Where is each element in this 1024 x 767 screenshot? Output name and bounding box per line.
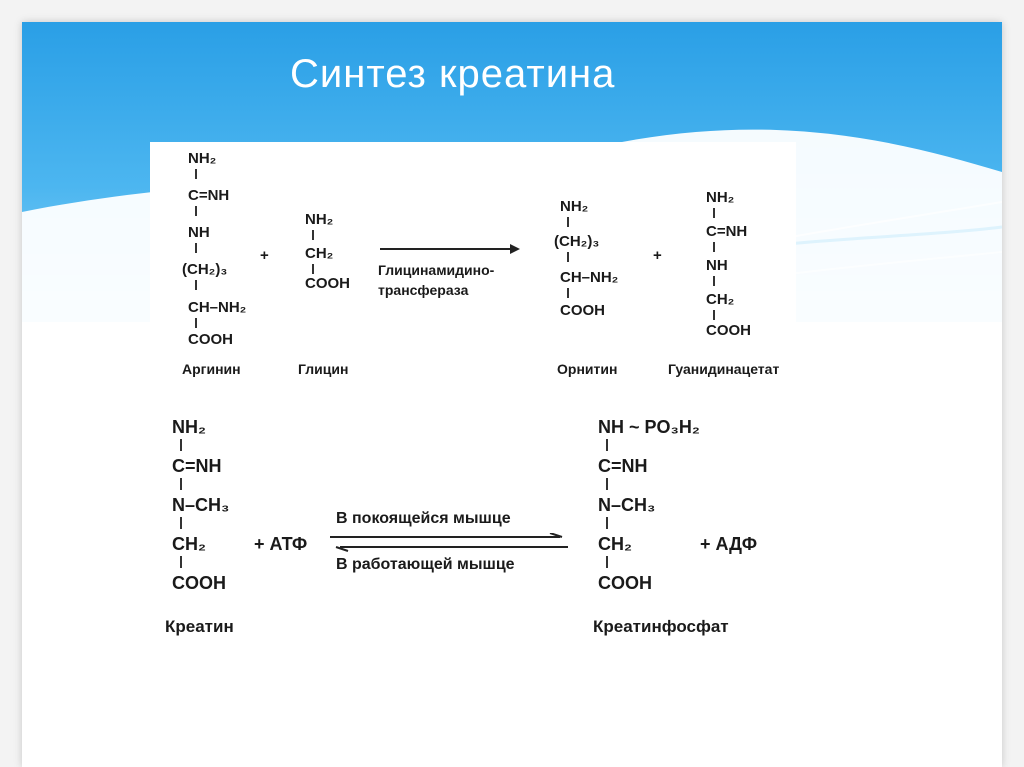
- bond: [713, 310, 715, 320]
- bond: [713, 242, 715, 252]
- guanidinoacetate-cnh: C=NH: [706, 223, 748, 240]
- reverse-condition: В работающей мышце: [336, 556, 515, 573]
- bond: [606, 439, 608, 451]
- glycine-cooh: COOH: [305, 275, 350, 292]
- bond: [606, 478, 608, 490]
- bond: [180, 478, 182, 490]
- creatine-ch2: CH₂: [172, 534, 206, 554]
- enzyme-name-line2: трансфераза: [378, 282, 469, 298]
- bond: [312, 264, 314, 274]
- guanidinoacetate-nh2: NH₂: [706, 189, 735, 206]
- slide: [22, 22, 1002, 767]
- ornithine-label: Орнитин: [557, 361, 618, 377]
- bond: [312, 230, 314, 240]
- guanidinoacetate-cooh: COOH: [706, 322, 751, 339]
- arginine-cnh: C=NH: [188, 187, 230, 204]
- bond: [713, 208, 715, 218]
- arginine-nh2: NH₂: [188, 150, 217, 167]
- bond: [195, 318, 197, 328]
- bond: [567, 217, 569, 227]
- creatine-n-ch3: N–CH₃: [172, 495, 230, 515]
- creatine-phosphate-ch2: CH₂: [598, 534, 632, 554]
- plus-sign: +: [260, 247, 269, 264]
- reaction-arrow: [380, 242, 520, 256]
- glycine-ch2: CH₂: [305, 245, 334, 262]
- plus-sign: +: [653, 247, 662, 264]
- ornithine-cooh: COOH: [560, 302, 605, 319]
- creatine-phosphate-cooh: COOH: [598, 573, 652, 593]
- creatine-phosphate-n-ch3: N–CH₃: [598, 495, 656, 515]
- arginine-label: Аргинин: [182, 361, 241, 377]
- creatine-phosphate-cnh: C=NH: [598, 456, 648, 476]
- bond: [180, 517, 182, 529]
- glycine-nh2: NH₂: [305, 211, 334, 228]
- creatine-cnh: C=NH: [172, 456, 222, 476]
- bond: [195, 169, 197, 179]
- creatine-nh2: NH₂: [172, 417, 206, 437]
- bond: [567, 288, 569, 298]
- bond: [180, 439, 182, 451]
- bond: [180, 556, 182, 568]
- guanidinoacetate-ch2: CH₂: [706, 291, 735, 308]
- glycine-label: Глицин: [298, 361, 349, 377]
- adp: + АДФ: [700, 534, 758, 554]
- ornithine-ch-nh2: CH–NH₂: [560, 269, 619, 286]
- bond: [606, 556, 608, 568]
- creatine-phosphate-label: Креатинфосфат: [593, 617, 729, 636]
- guanidinoacetate-label: Гуанидинацетат: [668, 361, 780, 377]
- equilibrium-arrows: [330, 533, 570, 553]
- enzyme-name-line1: Глицинамидино-: [378, 262, 495, 278]
- ornithine-nh2: NH₂: [560, 198, 589, 215]
- arginine-ch2-3: (CH₂)₃: [182, 261, 228, 278]
- arginine-nh: NH: [188, 224, 210, 241]
- creatine-label: Креатин: [165, 617, 234, 636]
- bond: [195, 206, 197, 216]
- arginine-cooh: COOH: [188, 331, 233, 348]
- guanidinoacetate-nh: NH: [706, 257, 728, 274]
- bond: [195, 280, 197, 290]
- atp: + АТФ: [254, 534, 308, 554]
- creatine-phosphate-nh-po3h2: NH ~ PO₃H₂: [598, 417, 700, 437]
- reaction-scheme: [150, 142, 796, 677]
- arginine-ch-nh2: CH–NH₂: [188, 299, 247, 316]
- bond: [606, 517, 608, 529]
- ornithine-ch2-3: (CH₂)₃: [554, 233, 600, 250]
- creatine-cooh: COOH: [172, 573, 226, 593]
- forward-condition: В покоящейся мышце: [336, 510, 511, 527]
- bond: [567, 252, 569, 262]
- bond: [195, 243, 197, 253]
- page-title: Синтез креатина: [290, 52, 616, 96]
- bond: [713, 276, 715, 286]
